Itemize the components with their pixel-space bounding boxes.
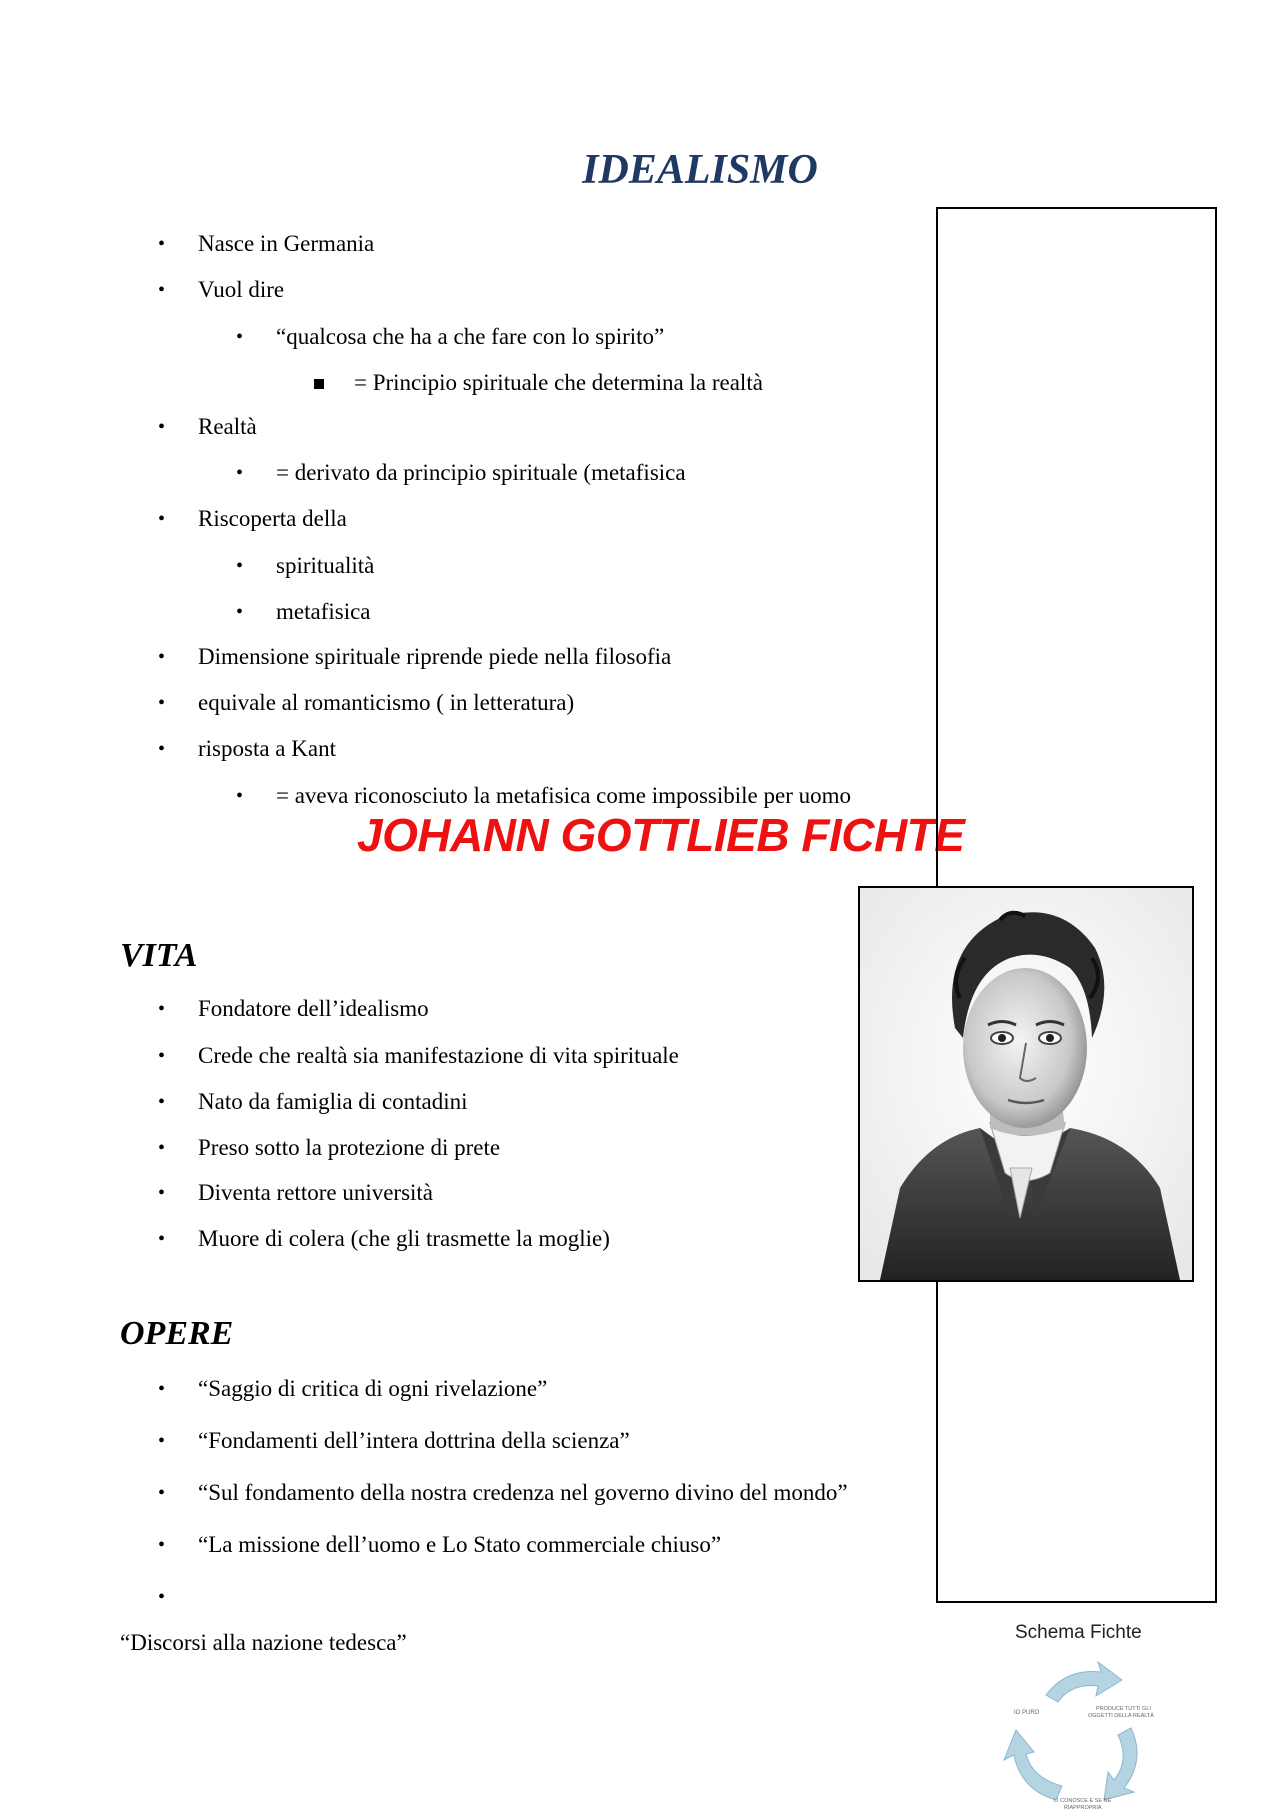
bullet-icon: • [158,738,166,760]
list-item: = aveva riconosciuto la metafisica come impossibile per uomo [276,783,852,808]
schema-node-2a: PRODUCE TUTTI GLI [1096,1706,1151,1712]
bullet-icon: • [158,998,166,1020]
schema-title: Schema Fichte [1015,1622,1142,1643]
list-item: Realtà [198,414,257,439]
bullet-icon: • [158,1534,166,1556]
portrait-image [858,886,1194,1282]
bullet-icon: • [158,1378,166,1400]
list-item: = derivato da principio spirituale (metafisica [276,460,686,485]
philosopher-heading: JOHANN GOTTLIEB FICHTE [357,809,965,861]
bullet-icon: • [158,1228,166,1250]
bullet-icon: • [236,601,244,623]
list-item: Vuol dire [198,277,285,302]
list-item: “Saggio di critica di ogni rivelazione” [198,1376,548,1401]
list-item: “Sul fondamento della nostra credenza nel governo divino del mondo” [198,1480,848,1505]
list-item: Dimensione spirituale riprende piede nella filosofia [198,644,672,669]
bullet-icon: • [158,1182,166,1204]
bullet-icon: • [158,1430,166,1452]
schema-node-1: IO PURO [1014,1710,1040,1716]
list-item: metafisica [276,599,371,624]
cycle-arrow-icon [1104,1728,1137,1800]
bullet-icon: • [236,462,244,484]
bullet-icon: • [158,508,166,530]
list-item: Diventa rettore università [198,1180,434,1205]
bullet-icon: • [158,416,166,438]
cycle-arrow-icon [1046,1662,1122,1702]
opere-heading: OPERE [120,1315,234,1352]
schema-node-3b: RIAPPROPRIA [1064,1805,1102,1811]
page-title: IDEALISMO [582,147,818,193]
bullet-icon: • [158,1137,166,1159]
list-item: Nato da famiglia di contadini [198,1089,468,1114]
schema-diagram [996,1650,1176,1811]
bullet-icon: • [236,326,244,348]
list-item: Fondatore dell’idealismo [198,996,429,1021]
list-item: “Fondamenti dell’intera dottrina della scienza” [198,1428,630,1453]
list-item: Nasce in Germania [198,231,375,256]
vita-heading: VITA [120,937,198,974]
list-item: spiritualità [276,553,375,578]
list-item: Crede che realtà sia manifestazione di vita spirituale [198,1043,679,1068]
schema-node-2b: OGGETTI DELLA REALTÀ [1088,1713,1154,1719]
bullet-icon: • [236,785,244,807]
list-item: Preso sotto la protezione di prete [198,1135,501,1160]
bullet-icon: • [158,646,166,668]
bullet-icon: • [158,692,166,714]
list-item: risposta a Kant [198,736,336,761]
bullet-icon: • [158,1586,166,1608]
list-item: Riscoperta della [198,506,347,531]
opere-trailing-text: “Discorsi alla nazione tedesca” [120,1630,407,1655]
square-bullet-icon [314,379,324,389]
list-item: Muore di colera (che gli trasmette la moglie) [198,1226,610,1251]
bullet-icon: • [158,1482,166,1504]
bullet-icon: • [158,233,166,255]
schema-node-3a: LI CONOSCE E SE NE [1054,1798,1112,1804]
list-item: = Principio spirituale che determina la realtà [354,370,763,395]
bullet-icon: • [158,1045,166,1067]
bullet-icon: • [158,1091,166,1113]
list-item: “qualcosa che ha a che fare con lo spirito” [276,324,665,349]
bullet-icon: • [236,555,244,577]
cycle-arrow-icon [1004,1730,1062,1800]
list-item: “La missione dell’uomo e Lo Stato commerciale chiuso” [198,1532,722,1557]
bullet-icon: • [158,279,166,301]
list-item: equivale al romanticismo ( in letteratura) [198,690,575,715]
